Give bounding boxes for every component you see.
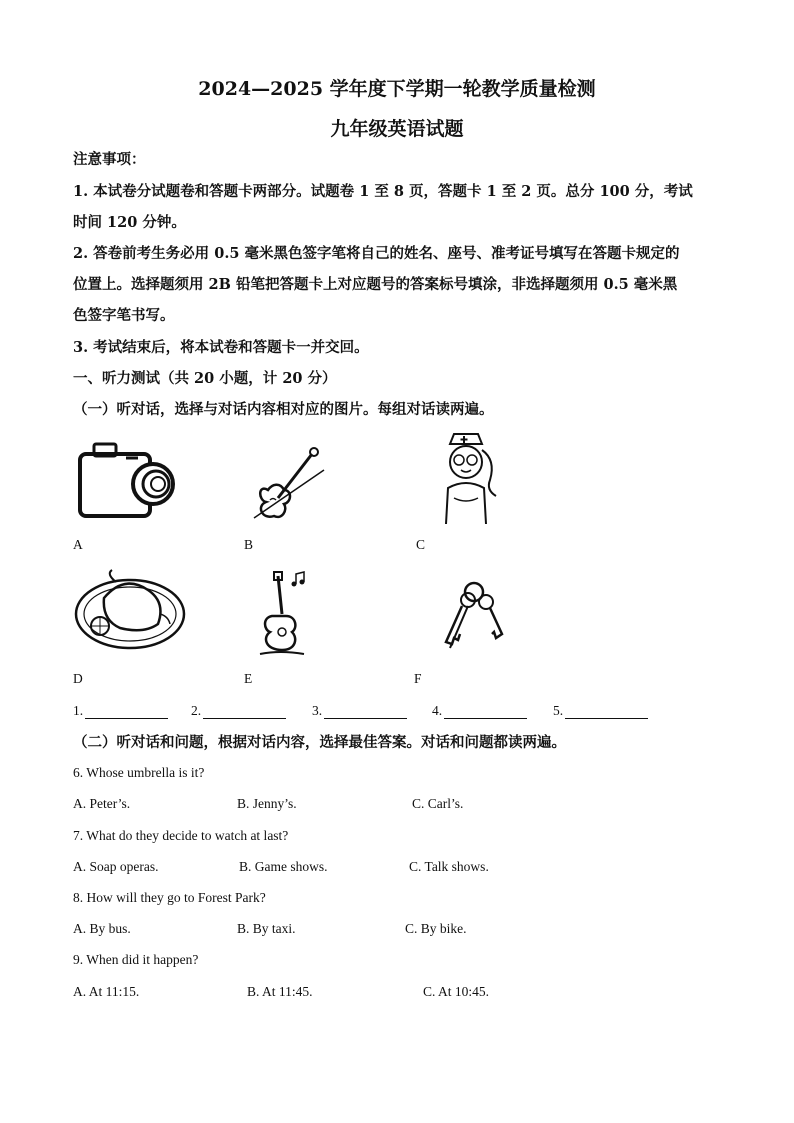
note-2-line-3: 色签字笔书写。 [73,307,175,324]
violin-icon [248,440,330,522]
answer-blank-4[interactable]: 4. [432,703,527,719]
picture-label-c: C [416,537,426,552]
question-6-option-a[interactable]: A. Peter’s. [73,796,131,811]
question-7-option-b[interactable]: B. Game shows. [239,859,328,874]
note-1-line-1: 1. 本试卷分试题卷和答题卡两部分。试题卷 1 至 8 页，答题卡 1 至 2 页。总分 100 分，考试 [73,183,693,200]
question-8-option-c[interactable]: C. By bike. [405,921,467,936]
question-9-option-c[interactable]: C. At 10:45. [423,984,490,999]
question-8: 8. How will they go to Forest Park? [73,890,266,905]
question-6: 6. Whose umbrella is it? [73,765,205,780]
question-8-option-a[interactable]: A. By bus. [73,921,131,936]
picture-label-d: D [73,671,83,686]
page-subtitle: 九年级英语试题 [330,118,464,140]
question-7-option-c[interactable]: C. Talk shows. [409,859,489,874]
answer-blank-5[interactable]: 5. [553,703,648,719]
nurse-icon [432,432,514,528]
note-1-line-2: 时间 120 分钟。 [73,214,186,231]
part-1-instruction: （一）听对话，选择与对话内容相对应的图片。每组对话读两遍。 [73,401,494,418]
note-2-line-2: 位置上。选择题须用 2B 铅笔把答题卡上对应题号的答案标号填涂，非选择题须用 0.5 毫米黑 [73,276,678,293]
note-3: 3. 考试结束后，将本试卷和答题卡一并交回。 [73,339,369,356]
notes-heading: 注意事项： [73,151,146,168]
question-8-option-b[interactable]: B. By taxi. [237,921,296,936]
picture-label-b: B [244,537,254,552]
picture-label-e: E [244,671,253,686]
camera-icon [76,440,178,522]
note-2-line-1: 2. 答卷前考生务必用 0.5 毫米黑色签字笔将自己的姓名、座号、准考证号填写在答题卡规定的 [73,245,680,262]
question-9-option-a[interactable]: A. At 11:15. [73,984,140,999]
question-6-option-c[interactable]: C. Carl’s. [412,796,464,811]
question-9: 9. When did it happen? [73,952,199,967]
guitar-icon [252,570,314,658]
question-6-option-b[interactable]: B. Jenny’s. [237,796,297,811]
part-2-instruction: （二）听对话和问题，根据对话内容，选择最佳答案。对话和问题都读两遍。 [73,734,566,751]
roast-chicken-icon [74,568,186,652]
page-title: 2024—2025 学年度下学期一轮教学质量检测 [198,78,596,100]
keys-icon [438,578,508,658]
answer-blanks [73,703,673,723]
answer-blank-2[interactable]: 2. [191,703,286,719]
question-9-option-b[interactable]: B. At 11:45. [247,984,313,999]
question-7-option-a[interactable]: A. Soap operas. [73,859,159,874]
answer-blank-3[interactable]: 3. [312,703,407,719]
section-1-heading: 一、听力测试（共 20 小题，计 20 分） [73,370,337,387]
picture-label-a: A [73,537,83,552]
picture-label-f: F [414,671,422,686]
question-7: 7. What do they decide to watch at last? [73,828,289,843]
answer-blank-1[interactable]: 1. [73,703,168,719]
